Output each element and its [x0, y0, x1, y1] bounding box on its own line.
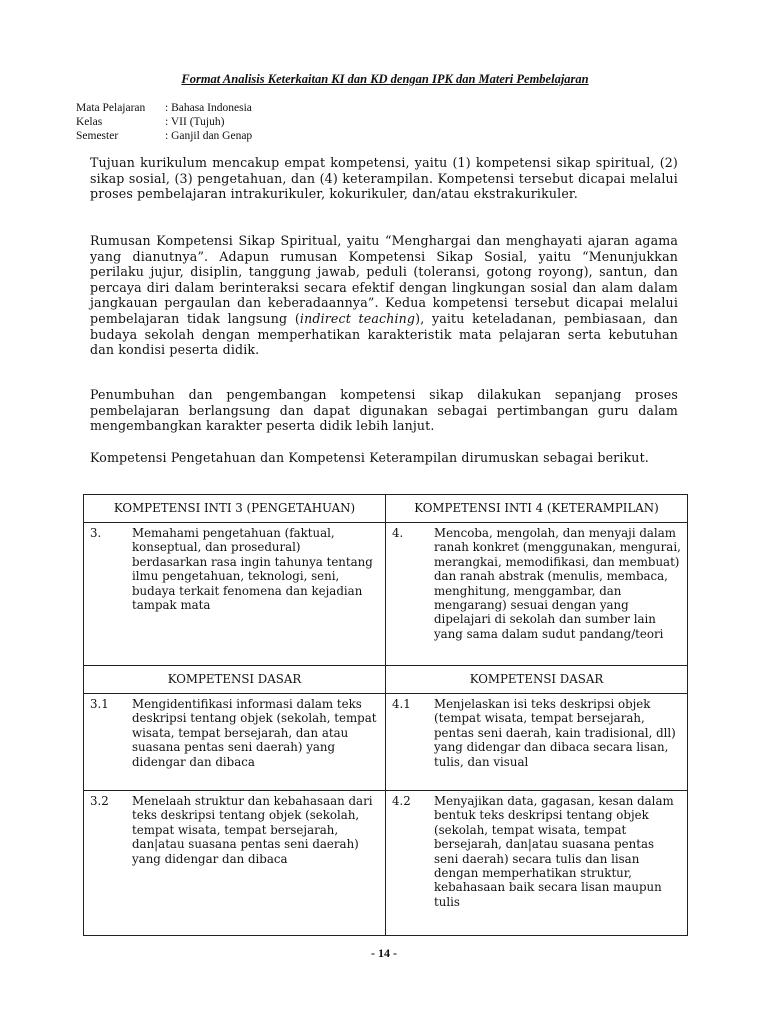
paragraph-attitude-competence — [90, 233, 678, 358]
meta-label: Mata Pelajaran — [76, 102, 146, 114]
header-ki3: KOMPETENSI INTI 3 (PENGETAHUAN) — [84, 495, 386, 523]
item-number: 3. — [90, 526, 102, 540]
cell-kd-right — [386, 694, 688, 791]
paragraph-attitude-development: Penumbuhan dan pengembangan kompetensi sikap dilakukan sepanjang proses pembelajaran berlangsung dan dapat digunakan sebagai pertimbangan guru dalam mengembangkan karakter peserta didik lebih lanjut. — [90, 387, 678, 434]
item-text: Menelaah struktur dan kebahasaan dari teks deskripsi tentang objek (sekolah, tempat wisata, tempat bersejarah, dan|atau suasana pentas seni daerah) yang didengar dan dibaca — [132, 794, 373, 866]
meta-row-subject — [76, 101, 252, 115]
meta-value: : VII (Tujuh) — [165, 116, 225, 128]
item-number: 4. — [392, 526, 404, 540]
document-title: Format Analisis Keterkaitan KI dan KD dengan IPK dan Materi Pembelajaran — [181, 72, 589, 86]
paragraph-text: ), yaitu keteladanan, pembiasaan, dan budaya sekolah dengan memperhatikan karakteristik mata pelajaran serta kebutuhan dan kondisi peserta didik. — [90, 310, 678, 358]
cell-kd-right — [386, 791, 688, 936]
item-text: Menjelaskan isi teks deskripsi objek (tempat wisata, tempat bersejarah, pentas seni daerah, kain tradisional, dll) yang didengar dan dibaca secara lisan, tulis, dan visual — [434, 697, 676, 769]
item-number: 3.1 — [90, 697, 109, 711]
page-number: - 14 - — [371, 946, 397, 960]
meta-label: Kelas — [76, 116, 103, 128]
table-row — [84, 791, 688, 936]
header-ki4: KOMPETENSI INTI 4 (KETERAMPILAN) — [386, 495, 688, 523]
item-number: 3.2 — [90, 794, 109, 808]
item-text: Memahami pengetahuan (faktual, konseptual, dan prosedural) berdasarkan rasa ingin tahunya tentang ilmu pengetahuan, teknologi, seni, budaya terkait fenomena dan kejadian tampak mata — [132, 526, 373, 613]
paragraph-knowledge-skills: Kompetensi Pengetahuan dan Kompetensi Keterampilan dirumuskan sebagai berikut. — [90, 450, 649, 465]
cell-kd-left — [84, 791, 386, 936]
meta-value: : Ganjil dan Genap — [165, 130, 253, 142]
table-row — [84, 694, 688, 791]
subject-meta — [76, 101, 252, 143]
item-text: Mengidentifikasi informasi dalam teks deskripsi tentang objek (sekolah, tempat wisata, tempat bersejarah, dan atau suasana pentas seni daerah) yang didengar dan dibaca — [132, 697, 377, 769]
table-row-core-competence — [84, 523, 688, 666]
header-kd-right: KOMPETENSI DASAR — [386, 666, 688, 694]
item-number: 4.2 — [392, 794, 411, 808]
meta-value: : Bahasa Indonesia — [165, 102, 252, 114]
meta-row-semester — [76, 129, 252, 143]
header-kd-left: KOMPETENSI DASAR — [84, 666, 386, 694]
item-text: Mencoba, mengolah, dan menyaji dalam ranah konkret (menggunakan, mengurai, merangkai, memodifikasi, dan membuat) dan ranah abstrak (menulis, membaca, menghitung, menggambar, dan mengarang) sesuai dengan yang dipelajari di sekolah dan sumber lain yang sama dalam sudut pandang/teori — [434, 526, 681, 641]
table-header-row — [84, 495, 688, 523]
meta-label: Semester — [76, 130, 119, 142]
cell-ki4 — [386, 523, 688, 666]
item-number: 4.1 — [392, 697, 411, 711]
paragraph-curriculum-goals: Tujuan kurikulum mencakup empat kompetensi, yaitu (1) kompetensi sikap spiritual, (2) sikap sosial, (3) pengetahuan, dan (4) keterampilan. Kompetensi tersebut dicapai melalui proses pembelajaran intrakurikuler, kokurikuler, dan/atau ekstrakurikuler. — [90, 155, 678, 202]
table-header-row-kd — [84, 666, 688, 694]
cell-ki3 — [84, 523, 386, 666]
competency-table — [83, 494, 688, 936]
item-text: Menyajikan data, gagasan, kesan dalam bentuk teks deskripsi tentang objek (sekolah, tempat wisata, tempat bersejarah, dan|atau suasana pentas seni daerah) secara tulis dan lisan dengan memperhatikan struktur, kebahasaan baik secara lisan maupun tulis — [434, 794, 674, 909]
paragraph-italic-term: indirect teaching — [299, 310, 416, 326]
cell-kd-left — [84, 694, 386, 791]
meta-row-class — [76, 115, 252, 129]
paragraph-text: Rumusan Kompetensi Sikap Spiritual, yaitu “Menghargai dan menghayati ajaran agama yang dianutnya”. Adapun rumusan Kompetensi Sikap Sosial, yaitu “Menunjukkan perilaku jujur, disiplin, tanggung jawab, peduli (toleransi, gotong royong), santun, dan percaya diri dalam berinteraksi secara efektif dengan lingkungan sosial dan alam dalam jangkauan pergaulan dan keberadaannya”. Kedua kompetensi tersebut dicapai melalui pembelajaran tidak langsung ( — [90, 233, 678, 326]
